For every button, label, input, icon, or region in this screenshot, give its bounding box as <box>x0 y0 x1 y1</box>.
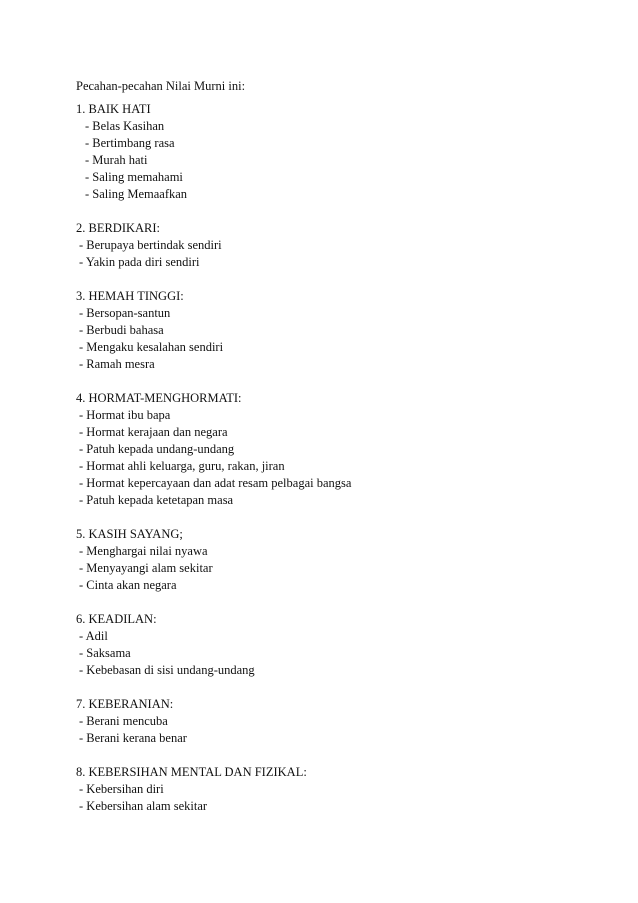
intro-text: Pecahan-pecahan Nilai Murni ini: <box>76 79 246 93</box>
section-2 <box>76 220 596 271</box>
list-item: - Hormat ibu bapa <box>79 408 171 422</box>
list-item: - Yakin pada diri sendiri <box>79 255 200 269</box>
list-item: - Belas Kasihan <box>85 119 165 133</box>
list-item: - Cinta akan negara <box>79 578 177 592</box>
list-item: - Saling memahami <box>85 170 183 184</box>
list-item: - Bertimbang rasa <box>85 136 175 150</box>
list-item: - Patuh kepada ketetapan masa <box>79 493 234 507</box>
section-6 <box>76 611 596 679</box>
list-item: - Patuh kepada undang-undang <box>79 442 235 456</box>
section-8 <box>76 764 596 815</box>
section-heading: 6. KEADILAN: <box>76 612 157 626</box>
list-item: - Hormat ahli keluarga, guru, rakan, jiran <box>79 459 285 473</box>
list-item: - Kebersihan diri <box>79 782 164 796</box>
list-item: - Berbudi bahasa <box>79 323 164 337</box>
document-page <box>76 78 596 832</box>
list-item: - Berani mencuba <box>79 714 168 728</box>
section-7 <box>76 696 596 747</box>
list-item: - Menghargai nilai nyawa <box>79 544 208 558</box>
section-3 <box>76 288 596 373</box>
list-item: - Berupaya bertindak sendiri <box>79 238 222 252</box>
list-item: - Murah hati <box>85 153 148 167</box>
list-item: - Mengaku kesalahan sendiri <box>79 340 224 354</box>
section-heading: 4. HORMAT-MENGHORMATI: <box>76 391 242 405</box>
list-item: - Hormat kerajaan dan negara <box>79 425 228 439</box>
section-heading: 7. KEBERANIAN: <box>76 697 174 711</box>
section-5 <box>76 526 596 594</box>
section-1 <box>76 101 596 203</box>
list-item: - Menyayangi alam sekitar <box>79 561 213 575</box>
list-item: - Kebersihan alam sekitar <box>79 799 208 813</box>
list-item: - Bersopan-santun <box>79 306 171 320</box>
section-heading: 3. HEMAH TINGGI: <box>76 289 184 303</box>
section-heading: 8. KEBERSIHAN MENTAL DAN FIZIKAL: <box>76 765 307 779</box>
section-heading: 5. KASIH SAYANG; <box>76 527 183 541</box>
section-4 <box>76 390 596 509</box>
list-item: - Hormat kepercayaan dan adat resam pelbagai bangsa <box>79 476 352 490</box>
list-item: - Adil <box>79 629 108 643</box>
list-item: - Berani kerana benar <box>79 731 187 745</box>
list-item: - Saling Memaafkan <box>85 187 188 201</box>
list-item: - Ramah mesra <box>79 357 155 371</box>
section-heading: 2. BERDIKARI: <box>76 221 161 235</box>
sections-list <box>76 101 596 815</box>
list-item: - Saksama <box>79 646 131 660</box>
list-item: - Kebebasan di sisi undang-undang <box>79 663 255 677</box>
section-heading: 1. BAIK HATI <box>76 102 151 116</box>
